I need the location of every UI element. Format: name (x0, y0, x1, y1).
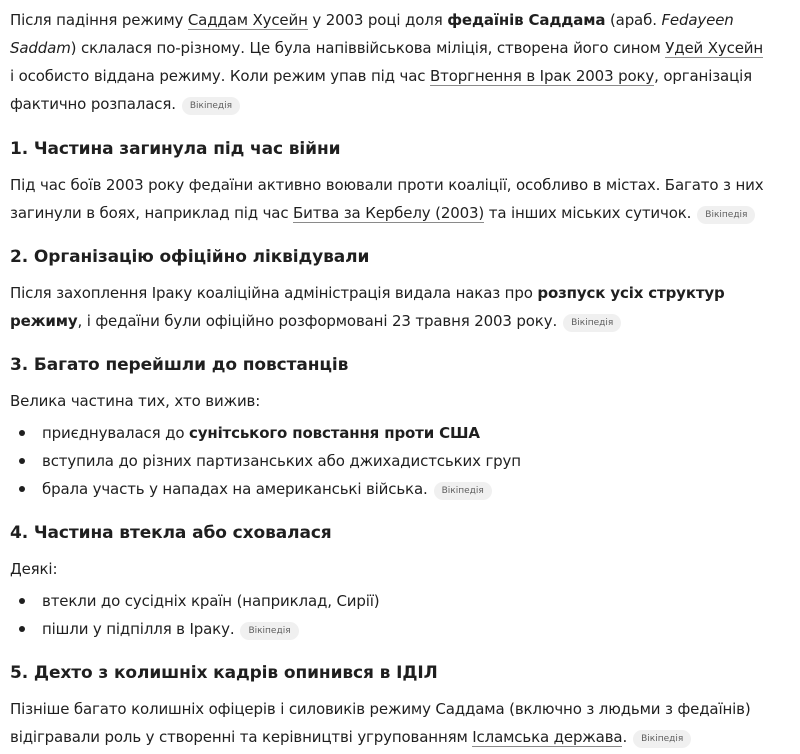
list-item: вступила до різних партизанських або джихадистських груп (0, 447, 770, 475)
section-3-intro: Велика частина тих, хто вижив: (10, 392, 261, 410)
source-chip-wikipedia[interactable]: Вікіпедія (182, 97, 240, 115)
link-invasion-of-iraq-2003[interactable]: Вторгнення в Ірак 2003 року (429, 67, 655, 85)
intro-paragraph: Після падіння режиму Саддам Хусейн у 2003 році доля федаїнів Саддама (араб. Fedayeen Saddam) склалася по-різному. Це була напіввійськова міліція, створена його сином Удей Хусейн і особисто віддана режиму. Коли режим упав під час Вторгнення в Ірак 2003 року, організація фактично розпалася. Вікіпедія (10, 11, 764, 113)
section-heading-1: 1. Частина загинула під час війни (10, 139, 341, 159)
section-3-list (0, 419, 770, 503)
list-item: втекли до сусідніх країн (наприклад, Сирії) (0, 587, 770, 615)
section-heading-2: 2. Організацію офіційно ліквідували (10, 247, 370, 267)
source-chip-wikipedia[interactable]: Вікіпедія (434, 482, 492, 500)
source-chip-wikipedia[interactable]: Вікіпедія (563, 314, 621, 332)
section-heading-5: 5. Дехто з колишніх кадрів опинився в ІДІЛ (10, 663, 438, 683)
list-item: пішли у підпілля в Іраку. Вікіпедія (0, 615, 770, 643)
link-uday-hussein[interactable]: Удей Хусейн (665, 39, 764, 57)
section-1-paragraph: Під час боїв 2003 року федаїни активно воювали проти коаліції, особливо в містах. Багато з них загинули в боях, наприклад під час Битва за Кербелу (2003) та інших міських сутичок. Вікіпедія (10, 176, 764, 222)
section-2-paragraph: Після захоплення Іраку коаліційна адміністрація видала наказ про розпуск усіх структур режиму, і федаїни були офіційно розформовані 23 травня 2003 року. Вікіпедія (10, 284, 725, 330)
source-chip-wikipedia[interactable]: Вікіпедія (697, 206, 755, 224)
section-5-paragraph: Пізніше багато колишніх офіцерів і силовиків режиму Саддама (включно з людьми з федаїнів) відігравали роль у створенні та керівництві угрупованням Ісламська держава. Вікіпедія (10, 700, 751, 746)
link-battle-of-karbala[interactable]: Битва за Кербелу (2003) (293, 204, 485, 222)
section-heading-3: 3. Багато перейшли до повстанців (10, 355, 349, 375)
link-islamic-state[interactable]: Ісламська держава (472, 728, 623, 746)
source-chip-wikipedia[interactable]: Вікіпедія (633, 730, 691, 748)
source-chip-wikipedia[interactable]: Вікіпедія (240, 622, 298, 640)
list-item: приєднувалася до сунітського повстання проти США (0, 419, 770, 447)
section-4-intro: Деякі: (10, 560, 58, 578)
bold-fedayeen: федаїнів Саддама (447, 11, 606, 29)
italic-arabic-name: Fedayeen Saddam (10, 11, 734, 57)
list-item: брала участь у нападах на американські війська. Вікіпедія (0, 475, 770, 503)
section-heading-4: 4. Частина втекла або сховалася (10, 523, 332, 543)
section-4-list (0, 587, 770, 643)
bold-dissolution: розпуск усіх структур режиму (10, 284, 725, 330)
link-saddam-hussein[interactable]: Саддам Хусейн (187, 11, 308, 29)
